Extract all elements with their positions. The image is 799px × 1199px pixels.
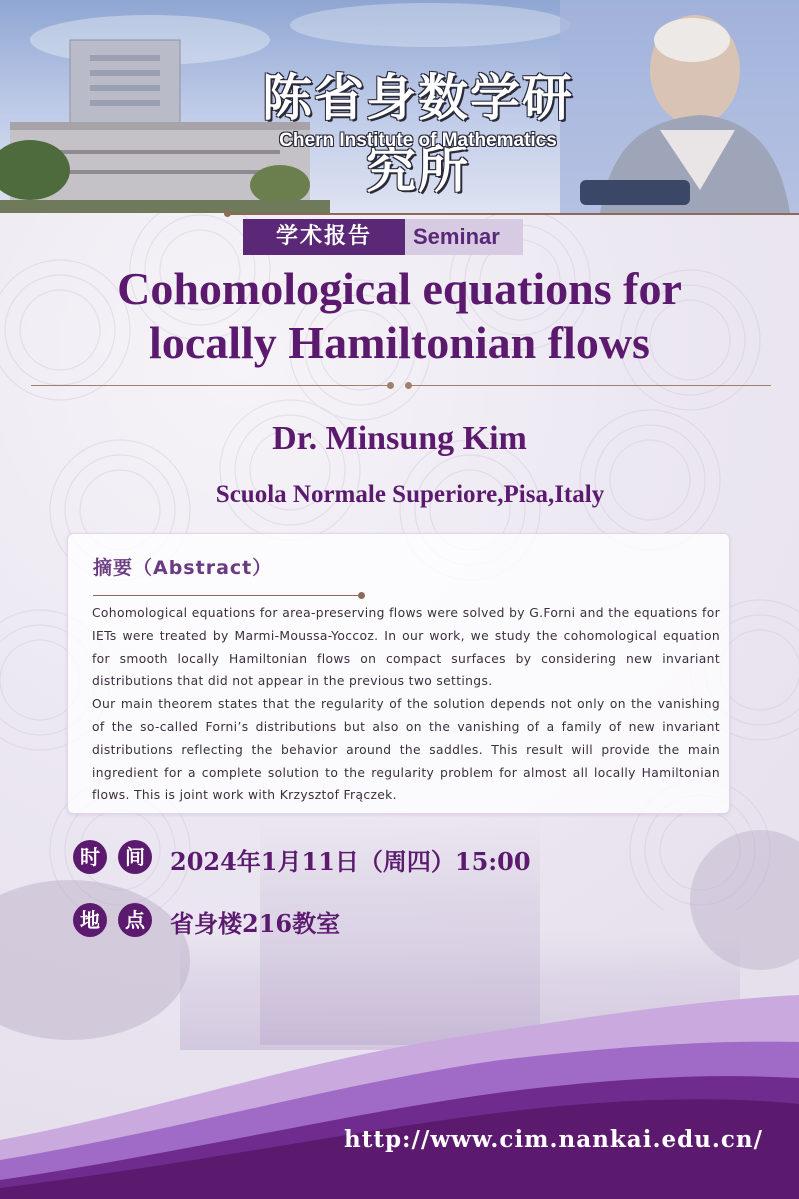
abstract-panel xyxy=(67,533,730,814)
place-value: 省身楼216教室 xyxy=(170,909,341,938)
talk-title xyxy=(0,262,799,370)
abstract-paragraph-2: Our main theorem states that the regularity of the solution depends not only on the vanishing of the so-called Forni’s distributions but also on the vanishing of a family of new invariant distributions reflecting the behavior around the saddles. This result will provide the main ingredient for a complete solution to the regularity problem for almost all locally Hamiltonian flows. This is joint work with Krzysztof Frączek. xyxy=(92,697,720,803)
abstract-paragraph-1: Cohomological equations for area-preserving flows were solved by G.Forni and the equations for IETs were treated by Marmi-Moussa-Yoccoz. In our work, we study the cohomological equation for smooth locally Hamiltonian flows on compact surfaces by considering new invariant distributions that did not appear in the previous two settings. xyxy=(92,606,720,689)
abstract-divider-dot xyxy=(358,592,365,599)
institute-name-en: Chern Institute of Mathematics xyxy=(279,130,557,151)
abstract-divider xyxy=(93,595,361,596)
seminar-tag-cn: 学术报告 xyxy=(243,219,405,255)
title-divider-right xyxy=(410,385,771,386)
abstract-heading: 摘要（Abstract） xyxy=(93,557,273,579)
title-divider-left xyxy=(31,385,389,386)
header-divider-dot xyxy=(224,210,231,217)
time-value: 2024年1月11日（周四）15:00 xyxy=(170,847,531,876)
time-label-char-1: 时 xyxy=(73,840,107,874)
header-divider xyxy=(228,213,799,215)
speaker-affiliation: Scuola Normale Superiore,Pisa,Italy xyxy=(215,481,605,508)
speaker-name: Dr. Minsung Kim xyxy=(272,420,527,457)
seminar-tag-en: Seminar xyxy=(405,219,523,255)
place-label-char-2: 点 xyxy=(118,903,152,937)
header-banner xyxy=(0,0,799,213)
time-label-char-2: 间 xyxy=(118,840,152,874)
abstract-body xyxy=(92,602,720,807)
talk-title-line1: Cohomological equations for xyxy=(117,263,682,314)
title-divider-dot-left xyxy=(387,382,394,389)
institute-name-cn: 陈省身数学研究所 xyxy=(262,68,574,199)
talk-title-line2: locally Hamiltonian flows xyxy=(149,317,650,368)
place-label-char-1: 地 xyxy=(73,903,107,937)
footer-url: http://www.cim.nankai.edu.cn/ xyxy=(344,1126,764,1153)
